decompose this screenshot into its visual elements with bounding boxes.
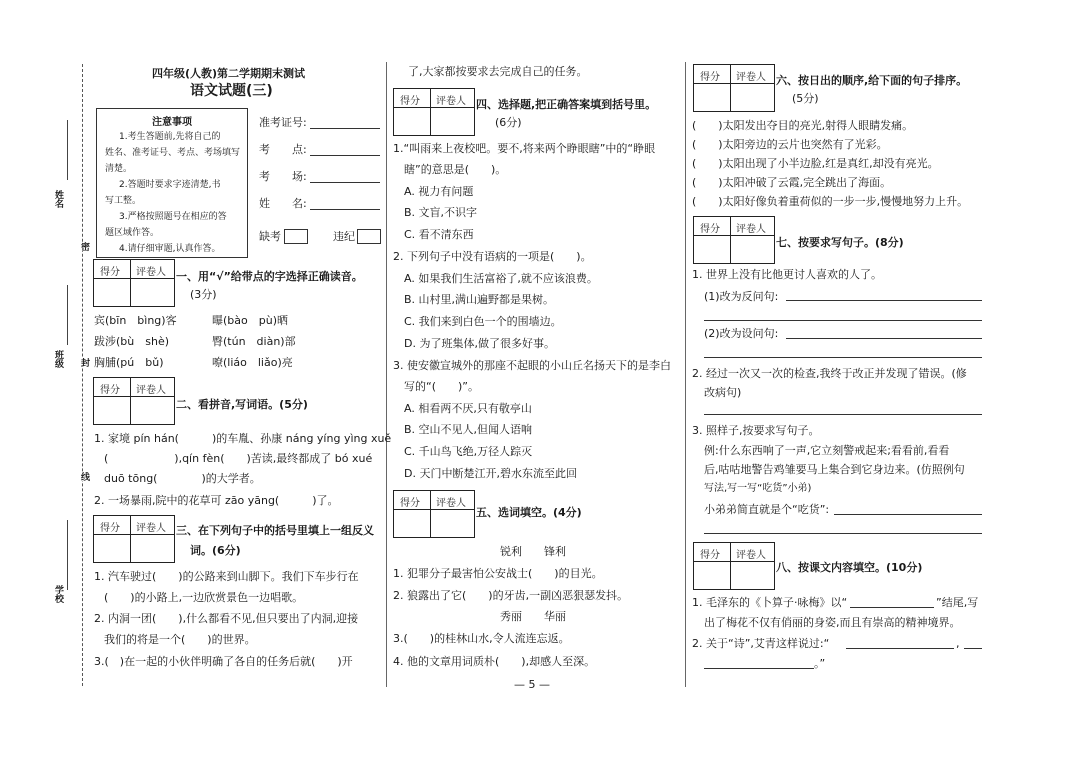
answer-line[interactable] xyxy=(834,514,982,515)
choice-option: D. 天门中断楚江开,碧水东流至此回 xyxy=(404,467,577,480)
answer-line[interactable] xyxy=(704,668,814,669)
section-4-score: (6分) xyxy=(495,116,522,129)
answer-line[interactable] xyxy=(704,414,982,415)
notice-line: 3.严格按照题号在相应的答 xyxy=(119,212,227,222)
question-text: (2)改为设问句: xyxy=(704,327,779,340)
score-table xyxy=(93,515,175,563)
question-text: 1. 汽车驶过( )的公路来到山脚下。我们下车步行在 xyxy=(94,570,359,583)
absent-label: 缺考 xyxy=(259,230,281,243)
score-table xyxy=(393,88,475,136)
choice-option: B. 山村里,满山遍野都是果树。 xyxy=(404,293,555,306)
answer-line[interactable] xyxy=(704,533,982,534)
section-8-title: 八、按课文内容填空。(10分) xyxy=(776,561,923,574)
score-table xyxy=(93,259,175,307)
continued-text: 了,大家都按要求去完成自己的任务。 xyxy=(408,65,588,78)
grader-header: 评卷人 xyxy=(136,523,166,534)
order-item: ( )太阳好像负着重荷似的一步一步,慢慢地努力上升。 xyxy=(692,195,969,208)
question-text: 写法,写一写“吃货”小弟) xyxy=(704,483,812,494)
grader-header: 评卷人 xyxy=(136,385,166,396)
column-divider-2 xyxy=(685,62,686,687)
question-text: , xyxy=(956,637,960,650)
pinyin-option: 嘹(liáo liǎo)亮 xyxy=(212,356,293,369)
question-text: ( )的小路上,一边欣赏景色一边唱歌。 xyxy=(104,591,304,604)
grader-header: 评卷人 xyxy=(136,267,166,278)
question-text: 1. 毛泽东的《卜算子·咏梅》以“ xyxy=(692,596,848,609)
exam-site-label: 考 点: xyxy=(259,143,307,156)
question-text: duō tōng( )的大学者。 xyxy=(104,472,261,485)
violation-box[interactable] xyxy=(357,229,381,244)
answer-line[interactable] xyxy=(964,648,982,649)
grader-header: 评卷人 xyxy=(436,498,466,509)
grader-header: 评卷人 xyxy=(736,72,766,83)
grader-header: 评卷人 xyxy=(736,224,766,235)
exam-number-label: 准考证号: xyxy=(259,116,307,129)
exam-number-field[interactable] xyxy=(310,128,380,129)
question-text: ”结尾,写 xyxy=(936,596,979,609)
question-text: 改病句) xyxy=(704,386,742,399)
score-table xyxy=(93,377,175,425)
question-text: 1. 犯罪分子最害怕公安战士( )的目光。 xyxy=(393,567,603,580)
question-text: 3.( )在一起的小伙伴明确了各自的任务后就( )开 xyxy=(94,655,353,668)
exam-room-field[interactable] xyxy=(310,182,380,183)
question-text: 小弟弟简直就是个“吃货”: xyxy=(704,503,830,516)
choice-option: B. 空山不见人,但闻人语响 xyxy=(404,423,533,436)
choice-option: A. 如果我们生活富裕了,就不应该浪费。 xyxy=(404,272,598,285)
question-text: 3. 照样子,按要求写句子。 xyxy=(692,424,820,437)
name-write-line xyxy=(67,120,68,180)
section-5-title: 五、选词填空。(4分) xyxy=(476,506,582,519)
pinyin-option: 跋涉(bù shè) xyxy=(94,335,170,348)
question-text: 我们的将是一个( )的世界。 xyxy=(104,633,256,646)
question-text: ( ),qín fèn( )苦读,最终都成了 bó xué xyxy=(104,452,373,465)
question-text: (1)改为反问句: xyxy=(704,290,779,303)
answer-line[interactable] xyxy=(786,338,982,339)
answer-line[interactable] xyxy=(786,300,982,301)
question-text: 3. 使安徽宣城外的那座不起眼的小山丘名扬天下的是李白 xyxy=(393,359,671,372)
section-1-title: 一、用“√”给带点的字选择正确读音。 xyxy=(176,270,363,283)
question-text: 出了梅花不仅有俏丽的身姿,而且有崇高的精神境界。 xyxy=(704,616,961,629)
choice-option: B. 文盲,不识字 xyxy=(404,206,478,219)
pinyin-option: 曝(bào pù)晒 xyxy=(212,314,288,327)
grader-header: 评卷人 xyxy=(436,96,466,107)
section-6-score: (5分) xyxy=(792,92,819,105)
notice-title: 注意事项 xyxy=(152,117,192,128)
pinyin-option: 臀(tún diàn)部 xyxy=(212,335,296,348)
student-name-label: 姓 名: xyxy=(259,197,307,210)
question-text: 。” xyxy=(814,657,826,670)
class-label: 班级 xyxy=(53,350,63,368)
page-number: — 5 — xyxy=(514,678,550,691)
order-item: ( )太阳出现了小半边脸,红是真红,却没有亮光。 xyxy=(692,157,939,170)
answer-line[interactable] xyxy=(850,607,934,608)
question-text: 2. 下列句子中没有语病的一项是( )。 xyxy=(393,250,592,263)
pinyin-option: 宾(bīn bìng)客 xyxy=(94,314,177,327)
question-text: 1.“叫雨来上夜校吧。要不,将来两个睁眼瞎”中的“睁眼 xyxy=(393,142,656,155)
order-item: ( )太阳旁边的云片也突然有了光彩。 xyxy=(692,138,888,151)
score-header: 得分 xyxy=(700,550,720,561)
choice-option: A. 相看两不厌,只有敬亭山 xyxy=(404,402,532,415)
school-label: 学校 xyxy=(53,585,63,603)
notice-box xyxy=(96,108,248,258)
question-text: 3.( )的桂林山水,令人流连忘返。 xyxy=(393,632,570,645)
question-text: 1. 家境 pín hán( )的车胤、孙康 náng yíng yìng xuě xyxy=(94,432,392,445)
notice-line: 1.考生答题前,先将自己的 xyxy=(119,132,221,142)
question-text: 例:什么东西响了一声,它立刻警戒起来;看看前,看看 xyxy=(704,444,950,457)
order-item: ( )太阳发出夺目的亮光,射得人眼睛发痛。 xyxy=(692,119,914,132)
question-text: 写的“( )”。 xyxy=(404,380,479,393)
question-text: 2. 一场暴雨,院中的花草可 zāo yāng( )了。 xyxy=(94,494,339,507)
exam-room-label: 考 场: xyxy=(259,170,307,183)
violation-label: 违纪 xyxy=(333,230,355,243)
class-write-line xyxy=(67,285,68,345)
score-header: 得分 xyxy=(100,385,120,396)
score-header: 得分 xyxy=(100,267,120,278)
score-table xyxy=(393,490,475,538)
notice-line: 4.请仔细审题,认真作答。 xyxy=(119,244,221,254)
binding-dashed-line xyxy=(82,64,83,686)
question-text: 4. 他的文章用词质朴( ),却感人至深。 xyxy=(393,655,596,668)
student-name-field[interactable] xyxy=(310,209,380,210)
question-text: 2. 关于“诗”,艾青这样说过:“ xyxy=(692,637,830,650)
name-label: 姓名 xyxy=(53,190,63,208)
score-table xyxy=(693,64,775,112)
pinyin-option: 胸脯(pú bǔ) xyxy=(94,356,164,369)
question-text: 2. 经过一次又一次的检查,我终于改正并发现了错误。(修 xyxy=(692,367,967,380)
notice-line: 2.答题时要求字迹清楚,书 xyxy=(119,180,221,190)
school-write-line xyxy=(67,520,68,590)
section-1-score: (3分) xyxy=(190,288,217,301)
notice-line: 清楚。 xyxy=(105,164,133,174)
xian-mark: 线 xyxy=(79,472,89,481)
feng-mark: 封 xyxy=(79,358,89,367)
section-3-title: 三、在下列句子中的括号里填上一组反义 xyxy=(176,524,374,537)
section-3-title-cont: 词。(6分) xyxy=(190,544,241,557)
choice-option: C. 看不清东西 xyxy=(404,228,474,241)
notice-line: 写工整。 xyxy=(105,196,142,206)
score-table xyxy=(693,542,775,590)
score-header: 得分 xyxy=(100,523,120,534)
section-6-title: 六、按日出的顺序,给下面的句子排序。 xyxy=(776,74,968,87)
absent-box[interactable] xyxy=(284,229,308,244)
exam-title: 四年级(人教)第二学期期末测试 xyxy=(152,67,306,80)
score-header: 得分 xyxy=(700,72,720,83)
grader-header: 评卷人 xyxy=(736,550,766,561)
question-text: 2. 内洞一团( ),什么都看不见,但只要出了内洞,迎接 xyxy=(94,612,359,625)
choice-option: D. 为了班集体,做了很多好事。 xyxy=(404,337,555,350)
order-item: ( )太阳冲破了云霞,完全跳出了海面。 xyxy=(692,176,892,189)
score-header: 得分 xyxy=(400,498,420,509)
question-text: 1. 世界上没有比他更讨人喜欢的人了。 xyxy=(692,268,882,281)
score-header: 得分 xyxy=(400,96,420,107)
notice-line: 姓名、准考证号、考点、考场填写 xyxy=(105,148,241,158)
exam-site-field[interactable] xyxy=(310,155,380,156)
question-text: 后,咕咕地警告鸡雏要马上集合到它身边来。(仿照例句 xyxy=(704,463,965,476)
choice-option: C. 千山鸟飞绝,万径人踪灭 xyxy=(404,445,533,458)
mi-mark: 密 xyxy=(79,242,89,251)
question-text: 2. 狼露出了它( )的牙齿,一副凶恶狠瑟发抖。 xyxy=(393,589,629,602)
question-text: 瞎”的意思是( )。 xyxy=(404,163,507,176)
section-4-title: 四、选择题,把正确答案填到括号里。 xyxy=(476,98,657,111)
answer-line[interactable] xyxy=(704,357,982,358)
exam-subtitle: 语文试题(三) xyxy=(190,83,273,99)
choice-option: C. 我们来到白色一个的围墙边。 xyxy=(404,315,562,328)
answer-line[interactable] xyxy=(704,320,982,321)
score-header: 得分 xyxy=(700,224,720,235)
choice-option: A. 视力有问题 xyxy=(404,185,474,198)
section-2-title: 二、看拼音,写词语。(5分) xyxy=(176,398,308,411)
column-divider-1 xyxy=(386,62,387,687)
score-table xyxy=(693,216,775,264)
word-choices: 锐利 锋利 xyxy=(500,545,566,558)
answer-line[interactable] xyxy=(846,648,954,649)
section-7-title: 七、按要求写句子。(8分) xyxy=(776,236,904,249)
notice-line: 题区域作答。 xyxy=(105,228,160,238)
word-choices: 秀丽 华丽 xyxy=(500,610,566,623)
